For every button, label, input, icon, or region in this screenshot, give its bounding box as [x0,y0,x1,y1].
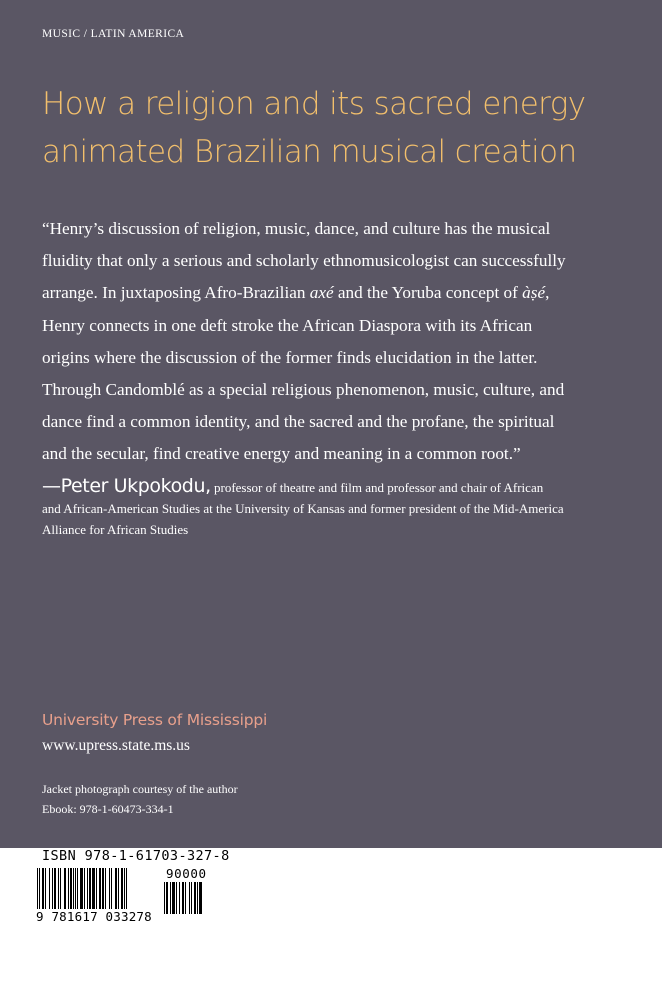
barcode-bar [182,882,184,914]
credits [42,779,238,819]
barcode-bar [60,868,61,914]
barcode-bar [164,882,165,914]
barcode-bar [197,882,198,914]
barcode-bar [172,882,175,914]
barcode-bar [42,868,44,914]
quote-text: and the Yoruba concept of [333,283,523,303]
barcode-bar [191,882,192,914]
attribution-text: professor of theatre and film and professor and chair of African [210,480,544,495]
quote-line: Through Candomblé as a special religious phenomenon, music, culture, and [42,380,565,400]
category-label: MUSIC / LATIN AMERICA [42,28,185,40]
quote-line: and the secular, find creative energy and meaning in a common root.” [42,444,521,464]
barcode-bar [176,882,177,914]
barcode-bar [105,868,106,914]
barcode-bar [49,868,50,914]
barcode-bar [84,868,85,914]
quote-attribution [42,476,642,540]
headline-line: animated Brazilian musical creation [42,134,577,170]
barcode-bar [92,868,95,914]
barcode-bar [111,868,112,914]
barcode-bar [115,868,117,914]
quote-italic-term: axé [309,283,334,303]
attribution-line: and African-American Studies at the University of Kansas and former president of the Mid-America [42,501,564,516]
quote-line [42,277,632,309]
barcode-bar [166,882,168,914]
barcode-bar [75,868,76,914]
headline-line: How a religion and its sacred energy [42,86,586,122]
photo-credit: Jacket photograph courtesy of the author [42,782,238,796]
barcode-bar [68,868,69,914]
publisher-name: University Press of Mississippi [42,711,268,729]
barcode-bar [109,868,110,914]
barcode-bar [189,882,190,914]
barcode-bar [185,882,186,914]
attribution-name: —Peter Ukpokodu, [42,475,211,497]
barcode-digits: 9 781617 033278 [36,909,152,924]
barcode-bar [58,868,59,914]
quote-line: fluidity that only a serious and scholarly ethnomusicologist can successfully [42,251,566,271]
price-code: 90000 [166,866,207,881]
quote-text: , [545,283,550,303]
barcode-bar [54,868,56,914]
barcode-bar [73,868,74,914]
barcode-bar [99,868,101,914]
barcode-bar [199,882,202,914]
barcode-bar [45,868,46,914]
quote-line: origins where the discussion of the former finds elucidation in the latter. [42,347,538,367]
barcode-bar [102,868,104,914]
barcode-bar [194,882,196,914]
barcode-bar [87,868,88,914]
isbn-label: ISBN 978-1-61703-327-8 [42,848,230,864]
quote-line: “Henry’s discussion of religion, music, dance, and culture has the musical [42,219,551,238]
barcode-bar [52,868,53,914]
barcode-bar [64,868,66,914]
barcode-bar [118,868,119,914]
ebook-isbn: Ebook: 978-1-60473-334-1 [42,802,174,816]
barcode-bar [179,882,180,914]
blurb-quote [42,213,632,471]
quote-text: arrange. In juxtaposing Afro-Brazilian [42,283,310,303]
barcode-bar [70,868,72,914]
publisher-website: www.upress.state.ms.us [42,737,190,754]
barcode-bar [96,868,97,914]
quote-line: dance find a common identity, and the sacred and the profane, the spiritual [42,412,555,432]
quote-line: Henry connects in one deft stroke the African Diaspora with its African [42,315,533,335]
attribution-line [42,476,642,498]
attribution-line: Alliance for African Studies [42,522,189,537]
addon-barcode [164,882,224,924]
headline [42,80,642,176]
barcode-bar [89,868,91,914]
barcode-bar [170,882,171,914]
barcode-bar [121,868,123,914]
quote-italic-term: àṣé [522,283,546,303]
